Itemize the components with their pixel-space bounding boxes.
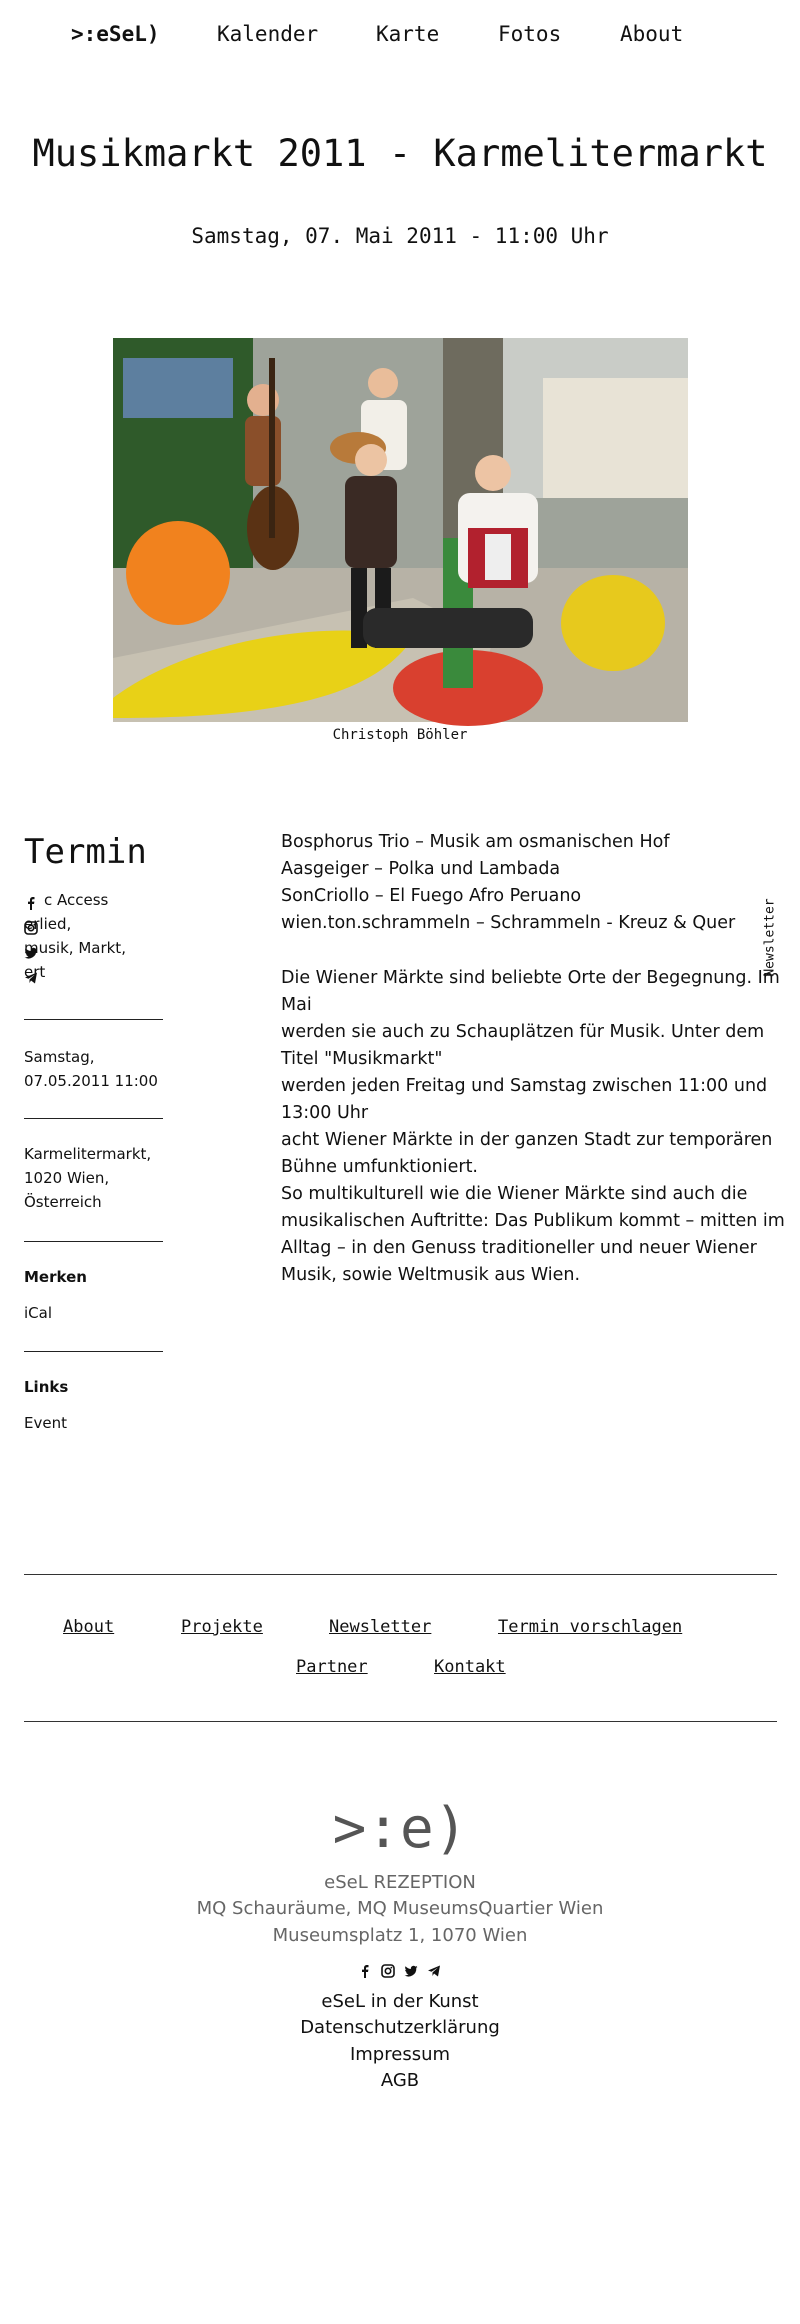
photo-credit: Christoph Böhler xyxy=(332,727,468,743)
description-line: Bühne umfunktioniert. xyxy=(281,1157,478,1177)
description-line: So multikulturell wie die Wiener Märkte sind auch die xyxy=(281,1184,748,1204)
footer-link-newsletter[interactable]: Newsletter xyxy=(329,1617,432,1637)
description-line: werden sie auch zu Schauplätzen für Musik. Unter dem xyxy=(281,1022,765,1042)
footer-link-projekte[interactable]: Projekte xyxy=(181,1617,263,1637)
newsletter-tab-label: Newsletter xyxy=(762,898,778,977)
merken-heading: Merken xyxy=(24,1268,87,1286)
legal-link-datenschutz[interactable]: Datenschutzerklärung xyxy=(300,2017,500,2038)
footer-logo[interactable]: >:e) xyxy=(332,1796,468,1861)
ical-link[interactable]: iCal xyxy=(24,1304,53,1322)
nav-item-karte[interactable]: Karte xyxy=(376,22,440,46)
event-description xyxy=(281,965,785,1289)
legal-link-agb[interactable]: AGB xyxy=(380,2070,420,2091)
location-line: Karmelitermarkt, xyxy=(24,1145,152,1163)
description-line: Musik, sowie Weltmusik aus Wien. xyxy=(281,1265,581,1285)
termin-heading: Termin xyxy=(24,832,147,872)
footer-link-partner[interactable]: Partner xyxy=(296,1657,368,1677)
description-line: werden jeden Freitag und Samstag zwischen 11:00 und xyxy=(281,1076,768,1096)
newsletter-side-tab[interactable] xyxy=(755,900,785,980)
description-line: Mai xyxy=(281,995,312,1015)
nav-item-about[interactable]: About xyxy=(620,22,684,46)
lineup-item: Bosphorus Trio – Musik am osmanischen Hof xyxy=(281,832,670,852)
legal-link-impressum[interactable]: Impressum xyxy=(349,2044,451,2065)
lineup-list xyxy=(281,829,781,937)
nav-item-kalender[interactable]: Kalender xyxy=(217,22,319,46)
facebook-icon[interactable] xyxy=(24,896,38,910)
sidebar-date-weekday: Samstag, xyxy=(24,1048,95,1066)
address-line: Museumsplatz 1, 1070 Wien xyxy=(272,1925,528,1946)
location-line: 1020 Wien, xyxy=(24,1169,110,1187)
description-line: Die Wiener Märkte sind beliebte Orte der Begegnung. Im xyxy=(281,968,780,988)
sidebar-location xyxy=(24,1142,174,1214)
footer-social-icons xyxy=(358,1964,448,1980)
footer-link-kontakt[interactable]: Kontakt xyxy=(434,1657,506,1677)
facebook-icon[interactable] xyxy=(358,1964,372,1978)
description-line: acht Wiener Märkte in der ganzen Stadt zur temporären xyxy=(281,1130,773,1150)
tag-link[interactable]: ert xyxy=(24,963,46,981)
site-logo[interactable]: >:eSeL) xyxy=(71,22,160,46)
sidebar-date-datetime: 07.05.2011 11:00 xyxy=(24,1072,158,1090)
legal-link-esel-kunst[interactable]: eSeL in der Kunst xyxy=(321,1991,479,2012)
description-line: Titel "Musikmarkt" xyxy=(281,1049,443,1069)
description-line: Alltag – in den Genuss traditioneller und neuer Wiener xyxy=(281,1238,757,1258)
telegram-icon[interactable] xyxy=(427,1964,441,1978)
lineup-item: Aasgeiger – Polka und Lambada xyxy=(281,859,561,879)
footer-link-termin-vorschlagen[interactable]: Termin vorschlagen xyxy=(498,1617,683,1637)
nav-item-fotos[interactable]: Fotos xyxy=(498,22,562,46)
footer-link-about[interactable]: About xyxy=(63,1617,115,1637)
tag-link[interactable]: c Access xyxy=(44,891,109,909)
sidebar-date xyxy=(24,1045,174,1093)
address-line: MQ Schauräume, MQ MuseumsQuartier Wien xyxy=(196,1898,604,1919)
footer-rule-top xyxy=(24,1574,777,1575)
page-title: Musikmarkt 2011 - Karmelitermarkt xyxy=(32,132,768,175)
top-navigation xyxy=(0,22,800,52)
instagram-icon[interactable] xyxy=(381,1964,395,1978)
tag-link[interactable]: musik, Markt, xyxy=(24,939,126,957)
event-tags xyxy=(24,888,164,998)
tag-link[interactable]: erlied, xyxy=(24,915,72,933)
event-photo-illustration xyxy=(113,338,688,722)
description-line: musikalischen Auftritte: Das Publikum kommt – mitten im xyxy=(281,1211,785,1231)
footer-rule-bottom xyxy=(24,1721,777,1722)
location-line: Österreich xyxy=(24,1193,102,1211)
event-link[interactable]: Event xyxy=(24,1414,67,1432)
address-line: eSeL REZEPTION xyxy=(324,1872,476,1893)
sidebar-divider xyxy=(24,1241,163,1242)
twitter-icon[interactable] xyxy=(404,1964,418,1978)
sidebar-divider xyxy=(24,1351,163,1352)
sidebar-divider xyxy=(24,1118,163,1119)
links-heading: Links xyxy=(24,1378,69,1396)
event-date-line: Samstag, 07. Mai 2011 - 11:00 Uhr xyxy=(191,224,609,248)
event-photo xyxy=(113,338,688,722)
sidebar-divider xyxy=(24,1019,163,1020)
lineup-item: wien.ton.schrammeln – Schrammeln - Kreuz & Quer xyxy=(281,913,736,933)
lineup-item: SonCriollo – El Fuego Afro Peruano xyxy=(281,886,582,906)
description-line: 13:00 Uhr xyxy=(281,1103,369,1123)
